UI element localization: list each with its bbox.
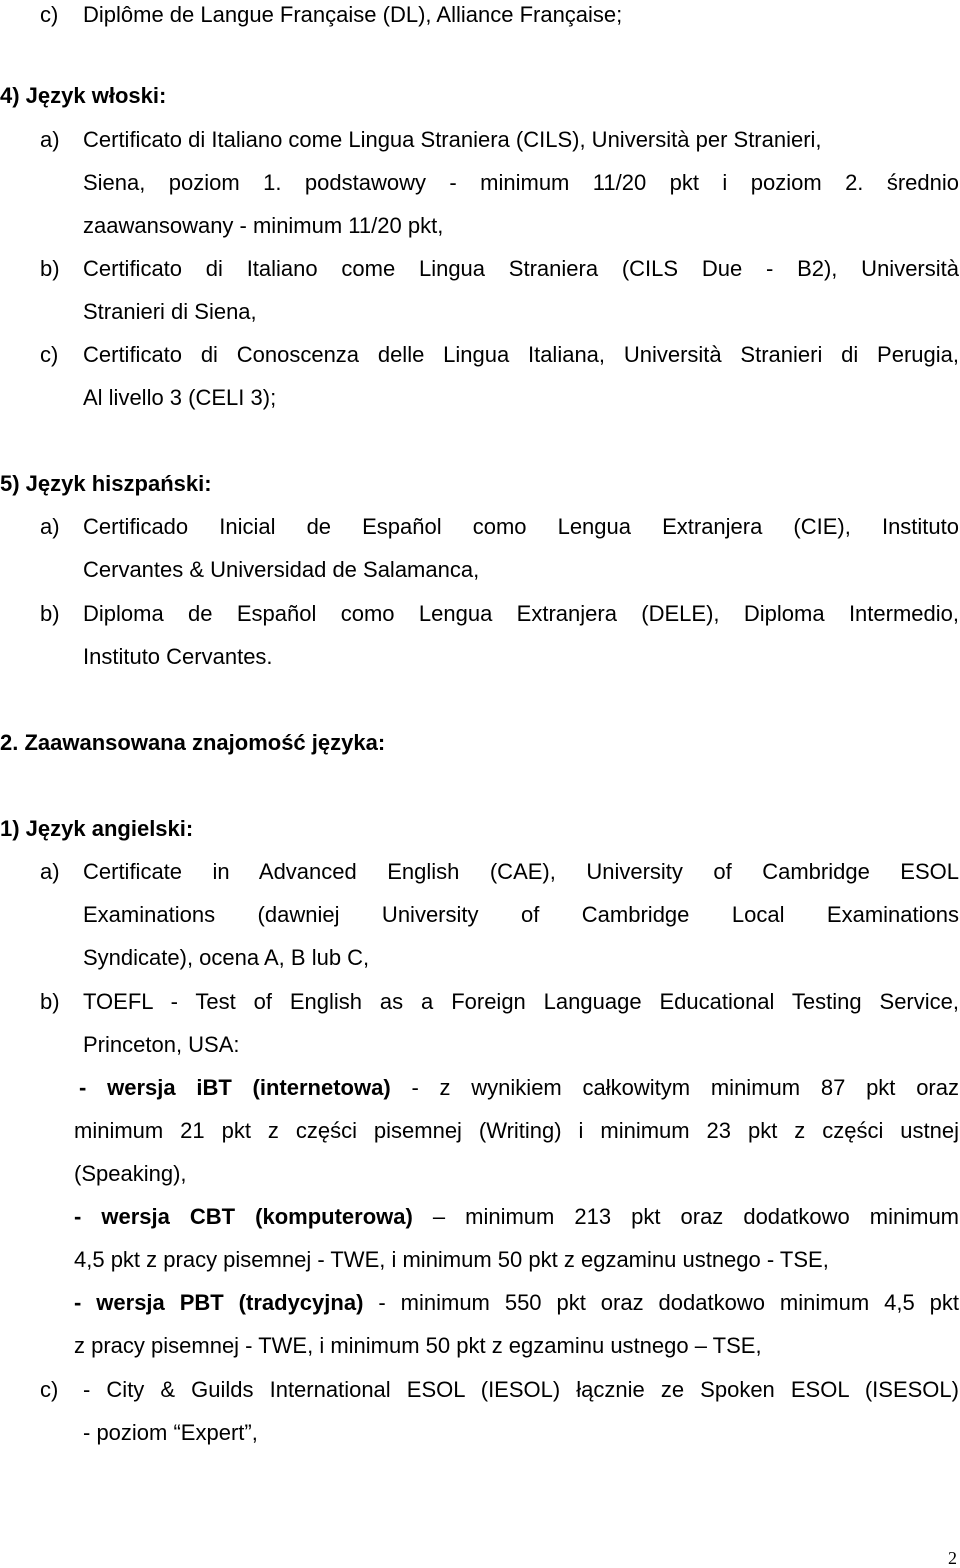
item-text: Certificato di Conoscenza delle Lingua Italiana, Università Stranieri di Perugia, (83, 342, 959, 367)
list-item-continuation: minimum 21 pkt z części pisemnej (Writing) i minimum 23 pkt z części ustnej (74, 1118, 959, 1143)
list-item (40, 340, 959, 370)
list-item-continuation: Siena, poziom 1. podstawowy - minimum 11/20 pkt i poziom 2. średnio (83, 170, 959, 195)
page-number: 2 (948, 1548, 957, 1568)
item-label: a) (40, 514, 60, 539)
item-label: b) (40, 601, 60, 626)
toefl-ibt-text: - z wynikiem całkowitym minimum 87 pkt oraz (411, 1075, 959, 1100)
section-heading-spanish: 5) Język hiszpański: (0, 471, 212, 496)
toefl-pbt-label: - wersja PBT (tradycyjna) (74, 1290, 364, 1315)
toefl-cbt-text: – minimum 213 pkt oraz dodatkowo minimum (432, 1204, 960, 1229)
item-label: c) (40, 1377, 59, 1402)
item-label: b) (40, 256, 60, 281)
item-text: TOEFL - Test of English as a Foreign Language Educational Testing Service, (83, 989, 959, 1014)
toefl-pbt-line (74, 1288, 959, 1318)
item-text: Certificato di Italiano come Lingua Straniera (CILS), Università per Stranieri, (83, 127, 822, 152)
list-item (40, 1375, 959, 1405)
toefl-ibt-line (79, 1073, 959, 1103)
list-item (40, 0, 740, 30)
list-item-continuation: Instituto Cervantes. (83, 644, 273, 669)
item-text: Certificate in Advanced English (CAE), University of Cambridge ESOL (83, 859, 959, 884)
list-item-continuation: Stranieri di Siena, (83, 299, 257, 324)
list-item-continuation: Examinations (dawniej University of Cambridge Local Examinations (83, 902, 959, 927)
section-heading-english: 1) Język angielski: (0, 816, 194, 841)
item-text: Diploma de Español como Lengua Extranjera (DELE), Diploma Intermedio, (83, 601, 959, 626)
list-item-continuation: Princeton, USA: (83, 1032, 240, 1057)
item-label: c) (40, 342, 59, 367)
toefl-ibt-label: - wersja iBT (internetowa) (79, 1075, 391, 1100)
list-item-continuation: - poziom “Expert”, (83, 1420, 258, 1445)
toefl-pbt-text: - minimum 550 pkt oraz dodatkowo minimum 4,5 pkt (378, 1290, 959, 1315)
list-item-continuation: Syndicate), ocena A, B lub C, (83, 945, 370, 970)
list-item-continuation: zaawansowany - minimum 11/20 pkt, (83, 213, 444, 238)
list-item (40, 857, 959, 887)
list-item (40, 254, 959, 284)
list-item-continuation: Al livello 3 (CELI 3); (83, 385, 277, 410)
section-heading-advanced: 2. Zaawansowana znajomość języka: (0, 730, 386, 755)
list-item (40, 125, 920, 155)
list-item (40, 987, 959, 1017)
item-label: c) (40, 2, 59, 27)
toefl-cbt-label: - wersja CBT (komputerowa) (74, 1204, 413, 1229)
item-label: a) (40, 127, 60, 152)
item-label: b) (40, 989, 60, 1014)
list-item (40, 599, 959, 629)
list-item-continuation: 4,5 pkt z pracy pisemnej - TWE, i minimum 50 pkt z egzaminu ustnego - TSE, (74, 1247, 829, 1272)
item-text: Certificado Inicial de Español como Lengua Extranjera (CIE), Instituto (83, 514, 959, 539)
item-text: - City & Guilds International ESOL (IESOL) łącznie ze Spoken ESOL (ISESOL) (83, 1377, 959, 1402)
section-heading-italian: 4) Język włoski: (0, 83, 167, 108)
item-text: Diplôme de Langue Française (DL), Alliance Française; (83, 2, 623, 27)
item-label: a) (40, 859, 60, 884)
list-item-continuation: z pracy pisemnej - TWE, i minimum 50 pkt z egzaminu ustnego – TSE, (74, 1333, 762, 1358)
list-item-continuation: Cervantes & Universidad de Salamanca, (83, 557, 480, 582)
toefl-cbt-line (74, 1202, 959, 1232)
list-item (40, 512, 959, 542)
item-text: Certificato di Italiano come Lingua Straniera (CILS Due - B2), Università (83, 256, 959, 281)
list-item-continuation: (Speaking), (74, 1161, 187, 1186)
